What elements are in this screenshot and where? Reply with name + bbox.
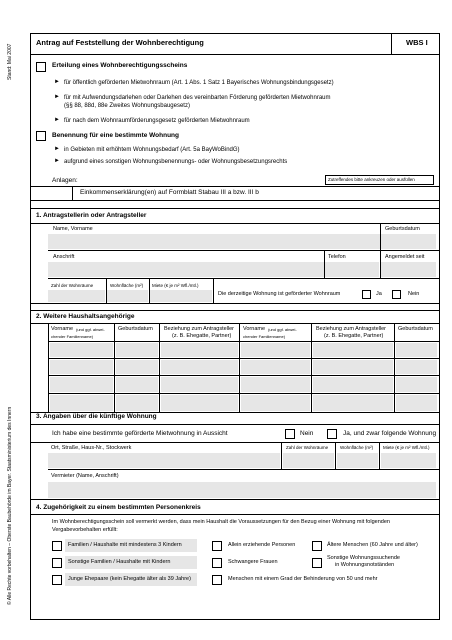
- group-label: Ältere Menschen (60 Jahre und älter): [327, 542, 418, 548]
- current-question: Die derzeitige Wohnung ist geförderter Wohnraum: [218, 291, 341, 297]
- household-cell[interactable]: [161, 343, 238, 357]
- issue-item-3: für nach dem Wohnraumförderungsgesetz geförderten Mietwohnraum: [64, 118, 250, 124]
- col-name-note: (und ggf. abwei-: [76, 327, 105, 332]
- section2-title: 2. Weitere Haushaltsangehörige: [36, 313, 135, 320]
- issue-item-2b: (§§ 88, 88d, 88e Zweites Wohnungsbaugesetz): [64, 103, 190, 109]
- group-checkbox[interactable]: [212, 541, 222, 551]
- form-code: WBS I: [406, 38, 428, 47]
- naming-item-2: aufgrund eines sonstigen Wohnungsbenennungs- oder Wohnungsbesetzungsrechts: [64, 159, 288, 165]
- registered-input[interactable]: [381, 262, 436, 277]
- household-cell[interactable]: [241, 360, 310, 374]
- col-relation: Beziehung zum Antragsteller: [164, 326, 235, 332]
- future-no-checkbox[interactable]: [285, 429, 295, 439]
- household-cell[interactable]: [396, 360, 437, 374]
- future-rent-input[interactable]: [381, 453, 436, 468]
- group-label: Schwangere Frauen: [228, 559, 278, 565]
- label-name: Name, Vorname: [53, 226, 93, 232]
- household-cell[interactable]: [50, 395, 113, 411]
- label-landlord: Vermieter (Name, Anschrift): [51, 473, 119, 479]
- section1-title: 1. Antragstellerin oder Antragsteller: [36, 212, 147, 219]
- col-relation: Beziehung zum Antragsteller: [316, 326, 387, 332]
- issue-title: Erteilung eines Wohnberechtigungsscheins: [52, 62, 188, 69]
- household-cell[interactable]: [116, 377, 158, 392]
- household-cell[interactable]: [241, 377, 310, 392]
- rent-input[interactable]: [150, 290, 212, 302]
- issue-checkbox[interactable]: [36, 62, 46, 72]
- bullet-icon: ►: [54, 117, 60, 123]
- bullet-icon: ►: [54, 94, 60, 100]
- label-address: Anschrift: [53, 254, 75, 260]
- current-no-label: Nein: [408, 291, 420, 297]
- naming-title: Benennung für eine bestimmte Wohnung: [52, 132, 179, 139]
- label-future-area: Wohnfläche (m²): [340, 445, 374, 450]
- col-relation-note: (z. B. Ehegatte, Partner): [324, 333, 384, 339]
- landlord-input[interactable]: [48, 482, 436, 498]
- group-checkbox[interactable]: [212, 558, 222, 568]
- bullet-icon: ►: [54, 79, 60, 85]
- bullet-icon: ►: [54, 146, 60, 152]
- group-checkbox[interactable]: [212, 575, 222, 585]
- group-label: Junge Ehepaare (kein Ehegatte älter als 39 Jahre): [68, 576, 191, 582]
- label-birth: Geburtsdatum: [385, 226, 420, 232]
- attachments-label: Anlagen:: [52, 177, 78, 184]
- group-checkbox[interactable]: [52, 558, 62, 568]
- naming-checkbox[interactable]: [36, 131, 46, 141]
- rooms-input[interactable]: [48, 290, 105, 302]
- label-phone: Telefon: [328, 254, 346, 260]
- future-area-input[interactable]: [337, 453, 378, 468]
- household-cell[interactable]: [241, 395, 310, 411]
- household-cell[interactable]: [116, 360, 158, 374]
- naming-item-1: in Gebieten mit erhöhtem Wohnungsbedarf (Art. 5a BayWoBindG): [64, 147, 240, 153]
- label-future-rooms: Zahl der Wohnräume: [286, 445, 329, 450]
- future-yes-label: Ja, und zwar folgende Wohnung: [343, 430, 437, 437]
- stand-date: Stand: Mai 2007: [7, 43, 13, 80]
- group-label: Sonstige Familien / Haushalte mit Kindern: [68, 559, 171, 565]
- copyright-note: © Alle Rechte vorbehalten – Oberste Baubehörde im Bayer. Staatsministerium des Innern: [7, 406, 13, 605]
- household-cell[interactable]: [313, 360, 393, 374]
- label-rooms: Zahl der Wohnräume: [51, 283, 94, 288]
- group-label: Familien / Haushalte mit mindestens 3 Kindern: [68, 542, 182, 548]
- group-checkbox[interactable]: [52, 541, 62, 551]
- household-cell[interactable]: [116, 343, 158, 357]
- household-cell[interactable]: [50, 360, 113, 374]
- col-name-note2: chender Familienname): [51, 334, 94, 339]
- col-name-note2: chender Familienname): [243, 334, 286, 339]
- household-cell[interactable]: [313, 395, 393, 411]
- household-cell[interactable]: [50, 343, 113, 357]
- group-label: Allein erziehende Personen: [228, 542, 296, 548]
- section3-title: 3. Angaben über die künftige Wohnung: [36, 413, 157, 420]
- name-input[interactable]: [48, 234, 380, 249]
- household-cell[interactable]: [396, 377, 437, 392]
- group-label: Menschen mit einem Grad der Behinderung von 50 und mehr: [228, 576, 378, 582]
- col-name-note: (und ggf. abwei-: [268, 327, 297, 332]
- group-label: Sonstige Wohnungssuchende: [327, 555, 400, 561]
- household-cell[interactable]: [313, 377, 393, 392]
- label-registered: Angemeldet seit: [385, 254, 425, 260]
- label-rent: Miete (€ je m² Wfl./mtl.): [152, 283, 199, 288]
- household-cell[interactable]: [161, 395, 238, 411]
- household-cell[interactable]: [313, 343, 393, 357]
- col-name: Vorname: [51, 326, 74, 332]
- label-location: Ort, Straße, Haus-Nr., Stockwerk: [51, 445, 132, 451]
- household-cell[interactable]: [161, 377, 238, 392]
- section4-title: 4. Zugehörigkeit zu einem bestimmten Personenkreis: [36, 504, 201, 511]
- attachments-hint: Zutreffendes bitte ankreuzen oder ausfüllen: [328, 177, 415, 182]
- col-relation-note: (z. B. Ehegatte, Partner): [172, 333, 232, 339]
- phone-input[interactable]: [325, 262, 379, 277]
- future-question: Ich habe eine bestimmte geförderte Mietwohnung in Aussicht: [52, 430, 228, 437]
- future-no-label: Nein: [300, 430, 314, 437]
- issue-item-1: für öffentlich geförderten Mietwohnraum (Art. 1 Abs. 1 Satz 1 Bayerisches Wohnungsbindungsgesetz): [64, 80, 334, 86]
- area-input[interactable]: [107, 290, 148, 302]
- current-no-checkbox[interactable]: [392, 290, 401, 299]
- household-cell[interactable]: [396, 343, 437, 357]
- group-checkbox[interactable]: [312, 558, 322, 568]
- future-yes-checkbox[interactable]: [327, 429, 337, 439]
- label-area: Wohnfläche (m²): [110, 283, 144, 288]
- group-checkbox[interactable]: [52, 575, 62, 585]
- section4-intro: Im Wohnberechtigungsschein soll vermerkt werden, dass mein Haushalt die Voraussetzungen für den Bezug einer Wohnung mit folgenden: [52, 519, 390, 525]
- household-cell[interactable]: [50, 377, 113, 392]
- col-name: Vorname: [243, 326, 266, 332]
- current-yes-label: Ja: [376, 291, 382, 297]
- location-input[interactable]: [48, 453, 280, 468]
- issue-item-2: für mit Aufwendungsdarlehen oder Darlehen des vereinbarten Förderung geförderten Mietwohnraum: [64, 95, 331, 101]
- current-yes-checkbox[interactable]: [362, 290, 371, 299]
- label-future-rent: Miete (€ je m² Wfl./mtl.): [383, 445, 430, 450]
- form-title: Antrag auf Feststellung der Wohnberechtigung: [36, 38, 204, 47]
- household-cell[interactable]: [241, 343, 310, 357]
- col-birth: Geburtsdatum: [118, 326, 153, 332]
- future-rooms-input[interactable]: [283, 453, 334, 468]
- household-cell[interactable]: [161, 360, 238, 374]
- group-checkbox[interactable]: [312, 541, 322, 551]
- section4-intro-2: Vergabevorbehalten erfüllt:: [52, 527, 118, 533]
- col-birth: Geburtsdatum: [398, 326, 433, 332]
- income-label: Einkommenserklärung(en) auf Formblatt Stabau III a bzw. III b: [80, 189, 259, 196]
- bullet-icon: ►: [54, 158, 60, 164]
- household-cell[interactable]: [116, 395, 158, 411]
- group-label-2: in Wohnungsnotständen: [335, 562, 395, 568]
- birth-input[interactable]: [381, 234, 436, 249]
- household-cell[interactable]: [396, 395, 437, 411]
- address-input[interactable]: [48, 262, 324, 277]
